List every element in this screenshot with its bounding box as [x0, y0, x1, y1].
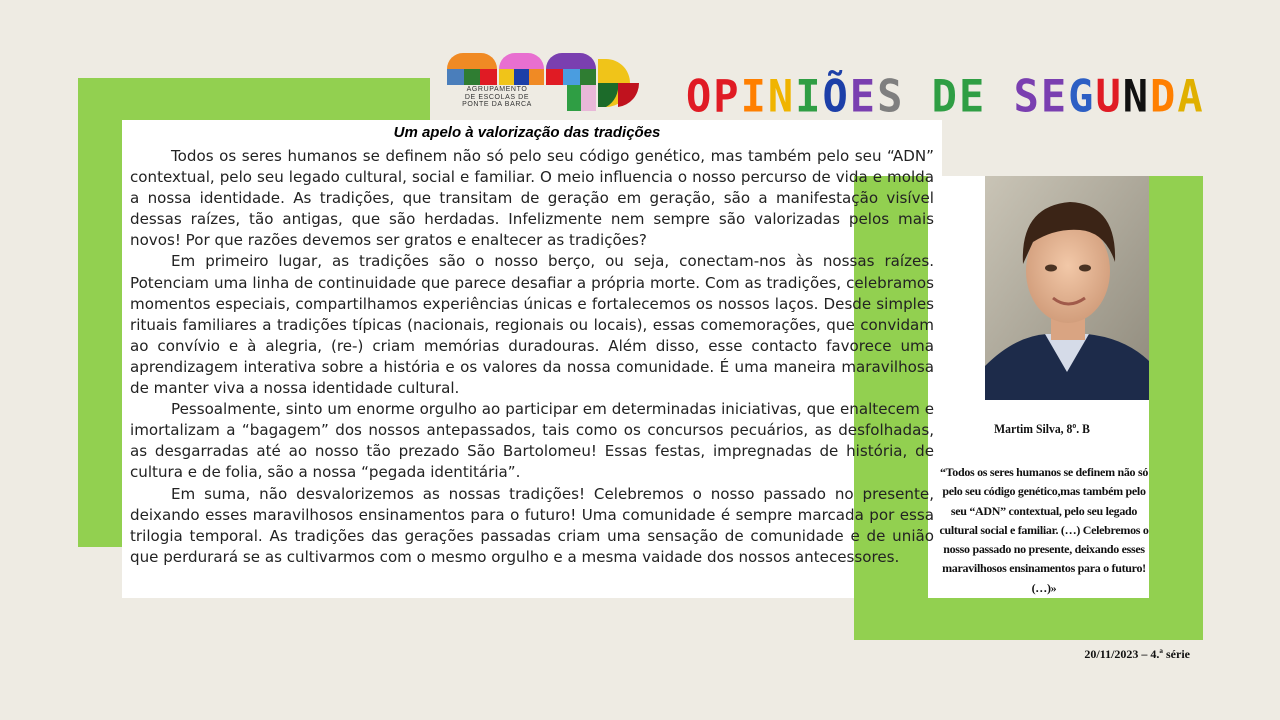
- title-letter: D: [1150, 70, 1178, 123]
- title-letter: E: [849, 70, 878, 123]
- logo-text-line: DE ESCOLAS DE: [464, 93, 530, 101]
- title-letter: N: [1122, 70, 1151, 123]
- logo-text-line: AGRUPAMENTO: [466, 86, 528, 93]
- title-letter: U: [1095, 70, 1123, 123]
- title-letter: A: [1177, 70, 1205, 123]
- title-letter: [986, 71, 1013, 122]
- title-letter: S: [1013, 70, 1041, 123]
- title-letter: E: [1040, 70, 1069, 123]
- title-letter: N: [767, 70, 796, 123]
- photo-caption: Martim Silva, 8º. B: [994, 421, 1090, 436]
- footer-date: 20/11/2023 – 4.ª série: [1084, 647, 1190, 661]
- article-paragraph: Todos os seres humanos se definem não só pelo seu código genético, mas também pelo seu “ADN” contextual, pelo seu legado cultural, social e familiar. O meio influencia o nosso percurso de vida e molda a nossa identidade. As tradições, que transitam de geração em geração, são a manifestação visível dessas raízes, tão antigas, que são herdadas. Infelizmente nem sempre são valorizadas pelos mais novos! Por que razões devemos ser gratos e enaltecer as tradições?: [130, 147, 934, 250]
- title-letter: I: [740, 70, 768, 123]
- logo-text: [447, 86, 547, 109]
- article-paragraph: Pessoalmente, sinto um enorme orgulho ao participar em determinadas iniciativas, que enaltecem e imortalizam a “bagagem” dos nossos antepassados, tais como os concursos pecuários, as desfolhadas, as desgarradas até ao nosso tão prezado São Bartolomeu! Essas festas, impregnadas de história, de cultura e de folia, são a nossa “pegada identitária”.: [130, 400, 934, 482]
- title-letter: D: [931, 70, 959, 123]
- article-paragraph: Em suma, não desvalorizemos as nossas tradições! Celebremos o nosso passado no presente, deixando esses maravilhosos ensinamentos para o futuro! Uma comunidade é sempre marcada por essa trilogia temporal. As tradições das gerações passadas criam uma sensação de comunidade e de união que perdurará se as cultivarmos com o mesmo orgulho e a mesma vaidade dos nossos antecessores.: [130, 484, 934, 566]
- title-letter: Õ: [822, 70, 850, 123]
- title-letter: G: [1068, 70, 1096, 123]
- logo-text-line: PONTE DA BARCA: [462, 101, 532, 108]
- article-title: Um apelo à valorização das tradições: [393, 124, 661, 141]
- title-letter: E: [958, 70, 987, 123]
- title-letter: O: [686, 70, 714, 123]
- article-paragraph: Em primeiro lugar, as tradições são o nosso berço, ou seja, conectam-nos às nossas raízes. Potenciam uma linha de continuidade que parece desafiar a própria morte. Com as tradições, celebramos momentos especiais, compartilhamos experiências únicas e fortalecemos os nossos laços. Desde simples rituais familiares a tradições típicas (nacionais, regionais ou locais), essas comemorações, que convidam ao convívio e à alegria, (re-) criam memórias duradouras. Além disso, esse contacto favorece uma aprendizagem interativa sobre a história e os valores da nossa comunidade. É uma maneira maravilhosa de manter viva a nossa identidade cultural.: [130, 252, 934, 398]
- article-body: [130, 146, 934, 568]
- title-letter: [904, 71, 931, 122]
- student-photo: [985, 176, 1149, 400]
- page-title: [686, 71, 1205, 122]
- pull-quote: “Todos os seres humanos se definem não só pelo seu código genético,mas também pelo seu “ADN” contextual, pelo seu legado cultural social e familiar. (…) Celebremos o nosso passado no presente, deixando esses maravilhosos ensinamentos para o futuro! (…)»: [939, 465, 1149, 595]
- title-letter: I: [795, 70, 823, 123]
- title-letter: P: [713, 70, 741, 123]
- title-letter: S: [877, 70, 905, 123]
